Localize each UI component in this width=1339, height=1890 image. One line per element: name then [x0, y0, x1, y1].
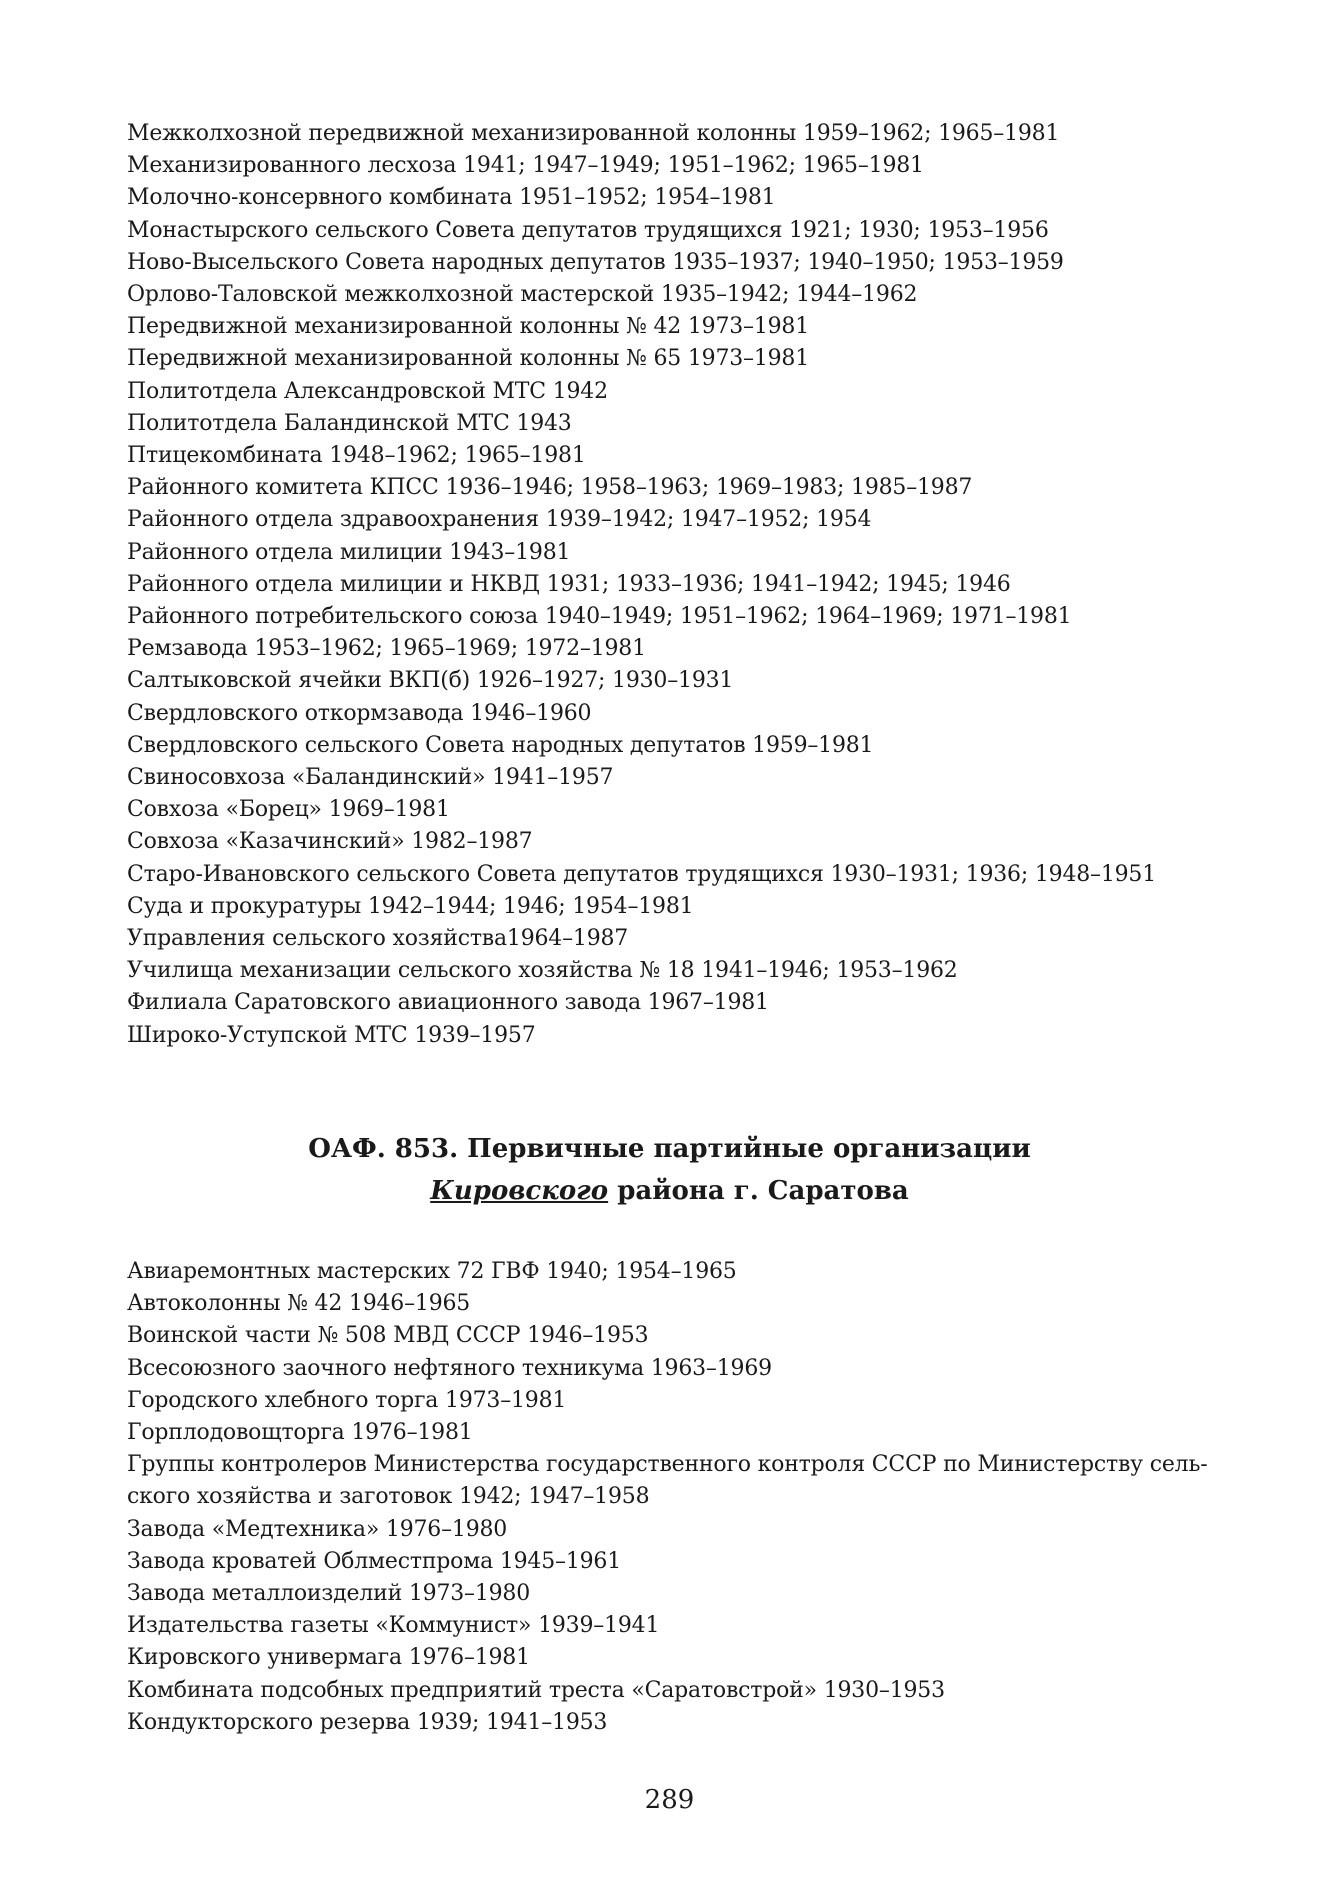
- list-item: Ново-Высельского Совета народных депутатов 1935–1937; 1940–1950; 1953–1959: [127, 249, 1064, 275]
- list-item: Политотдела Баландинской МТС 1943: [127, 410, 572, 436]
- list-item: Передвижной механизированной колонны № 42 1973–1981: [127, 314, 810, 340]
- list-item: Училища механизации сельского хозяйства № 18 1941–1946; 1953–1962: [127, 958, 958, 984]
- list-item: Районного отдела здравоохранения 1939–1942; 1947–1952; 1954: [127, 507, 872, 533]
- list-item: Свиносовхоза «Баландинский» 1941–1957: [127, 765, 614, 791]
- list-item: Совхоза «Казачинский» 1982–1987: [127, 829, 533, 855]
- list-item: Молочно-консервного комбината 1951–1952; 1954–1981: [127, 185, 776, 211]
- list-item: Свердловского сельского Совета народных депутатов 1959–1981: [127, 732, 874, 758]
- list-item: Завода «Медтехника» 1976–1980: [127, 1516, 508, 1542]
- list-item: Всесоюзного заочного нефтяного техникума 1963–1969: [127, 1355, 772, 1381]
- list-item: Издательства газеты «Коммунист» 1939–1941: [127, 1613, 660, 1639]
- list-item: Районного отдела милиции 1943–1981: [127, 539, 571, 565]
- list-item: Передвижной механизированной колонны № 65 1973–1981: [127, 346, 810, 372]
- list-item: Авиаремонтных мастерских 72 ГВФ 1940; 1954–1965: [127, 1259, 737, 1284]
- list-item: Свердловского откормзавода 1946–1960: [127, 700, 592, 726]
- list-item: Межколхозной передвижной механизированной колонны 1959–1962; 1965–1981: [127, 121, 1060, 146]
- list-item: Салтыковской ячейки ВКП(б) 1926–1927; 1930–1931: [127, 668, 734, 694]
- section-heading-line2: [0, 1170, 1339, 1212]
- section-heading-line1: ОАФ. 853. Первичные партийные организации: [308, 1134, 1031, 1164]
- list-item: Завода кроватей Облместпрома 1945–1961: [127, 1548, 622, 1574]
- list-item: Автоколонны № 42 1946–1965: [127, 1291, 471, 1317]
- list-item: Группы контролеров Министерства государственного контроля СССР по Министерству сель-: [127, 1452, 1208, 1478]
- page-number: 289: [644, 1785, 695, 1815]
- section-heading-district: Кировского: [430, 1176, 609, 1206]
- list-item: Филиала Саратовского авиационного завода 1967–1981: [127, 990, 769, 1016]
- list-item: Городского хлебного торга 1973–1981: [127, 1387, 567, 1413]
- list-item: Монастырского сельского Совета депутатов трудящихся 1921; 1930; 1953–1956: [127, 217, 1049, 243]
- list-item: Завода металлоизделий 1973–1980: [127, 1581, 531, 1607]
- list-item: Политотдела Александровской МТС 1942: [127, 378, 608, 404]
- list-item: Кондукторского резерва 1939; 1941–1953: [127, 1709, 608, 1735]
- list-item: Районного потребительского союза 1940–1949; 1951–1962; 1964–1969; 1971–1981: [127, 604, 1072, 630]
- list-item: Ремзавода 1953–1962; 1965–1969; 1972–1981: [127, 636, 646, 662]
- list-item: Воинской части № 508 МВД СССР 1946–1953: [127, 1323, 649, 1349]
- organization-list-bottom: [127, 1256, 1237, 1739]
- organization-list-top: [127, 118, 1237, 1052]
- list-item: ского хозяйства и заготовок 1942; 1947–1958: [127, 1484, 650, 1510]
- list-item: Кировского универмага 1976–1981: [127, 1645, 530, 1671]
- list-item: Широко-Уступской МТС 1939–1957: [127, 1022, 536, 1048]
- list-item: Горплодовощторга 1976–1981: [127, 1420, 473, 1446]
- list-item: Механизированного лесхоза 1941; 1947–1949; 1951–1962; 1965–1981: [127, 153, 924, 179]
- list-item: Комбината подсобных предприятий треста «Саратовстрой» 1930–1953: [127, 1677, 945, 1703]
- list-item: Районного комитета КПСС 1936–1946; 1958–1963; 1969–1983; 1985–1987: [127, 475, 973, 501]
- list-item: Районного отдела милиции и НКВД 1931; 1933–1936; 1941–1942; 1945; 1946: [127, 571, 1011, 597]
- section-heading-city: района г. Саратова: [608, 1176, 909, 1206]
- list-item: Совхоза «Борец» 1969–1981: [127, 797, 450, 823]
- list-item: Орлово-Таловской межколхозной мастерской 1935–1942; 1944–1962: [127, 282, 918, 308]
- section-heading: [0, 1128, 1339, 1212]
- list-item: Управления сельского хозяйства1964–1987: [127, 926, 629, 952]
- list-item: Суда и прокуратуры 1942–1944; 1946; 1954–1981: [127, 893, 694, 919]
- list-item: Старо-Ивановского сельского Совета депутатов трудящихся 1930–1931; 1936; 1948–1951: [127, 861, 1157, 887]
- list-item: Птицекомбината 1948–1962; 1965–1981: [127, 443, 586, 469]
